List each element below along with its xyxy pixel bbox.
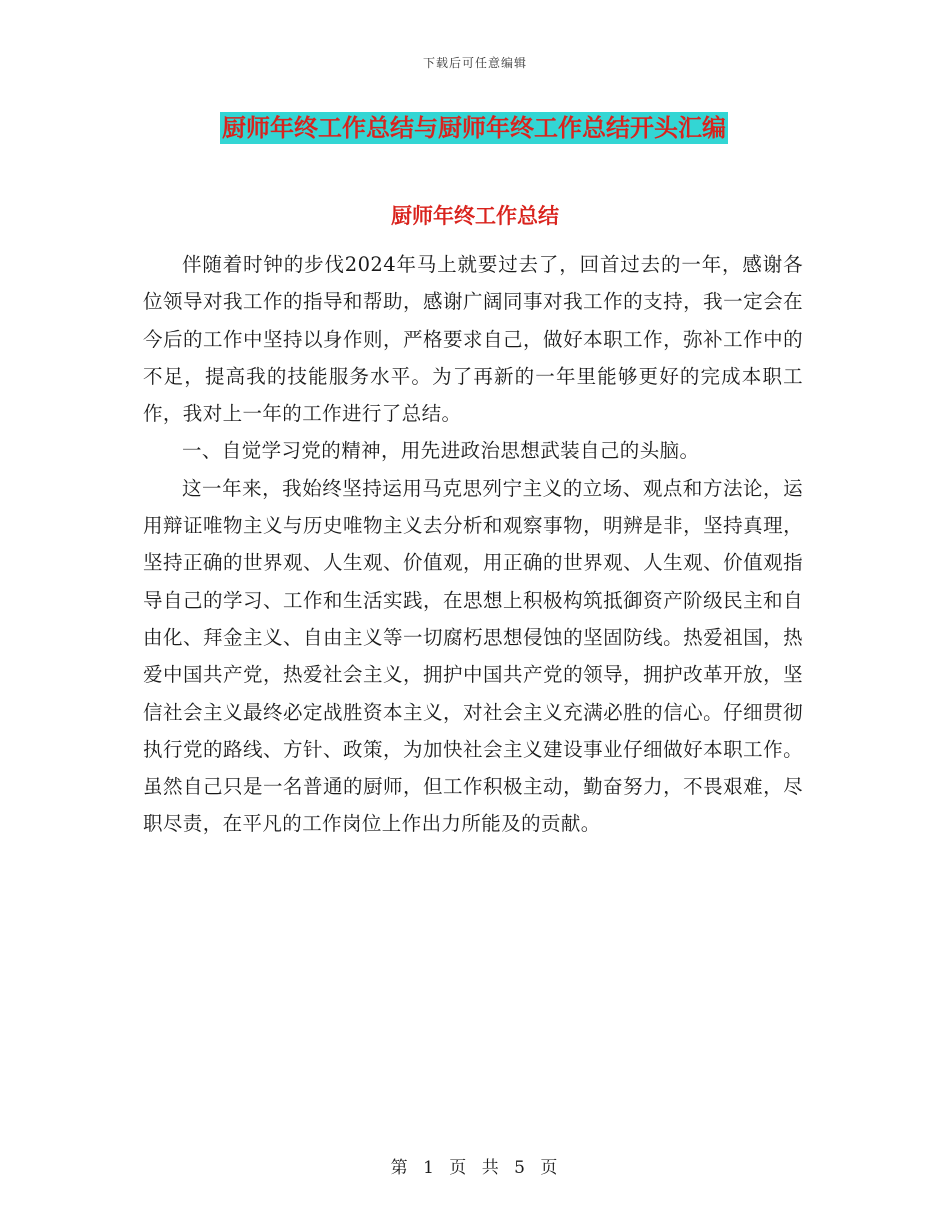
page-footer: 第 1 页 共 5 页 <box>390 1158 560 1178</box>
document-body <box>143 246 803 843</box>
header-note: 下载后可任意编辑 <box>422 56 527 70</box>
body-paragraph: 一、自觉学习党的精神，用先进政治思想武装自己的头脑。 <box>182 439 700 463</box>
body-paragraph: 这一年来，我始终坚持运用马克思列宁主义的立场、观点和方法论，运用辩证唯物主义与历史唯物主义去分析和观察事物，明辨是非，坚持真理，坚持正确的世界观、人生观、价值观，用正确的世界观、人生观、价值观指导自己的学习、工作和生活实践，在思想上积极构筑抵御资产阶级民主和自由化、拜金主义、自由主义等一切腐朽思想侵蚀的坚固防线。热爱祖国，热爱中国共产党，热爱社会主义，拥护中国共产党的领导，拥护改革开放，坚信社会主义最终必定战胜资本主义，对社会主义充满必胜的信心。仔细贯彻执行党的路线、方针、政策，为加快社会主义建设事业仔细做好本职工作。虽然自己只是一名普通的厨师，但工作积极主动，勤奋努力，不畏艰难，尽职尽责，在平凡的工作岗位上作出力所能及的贡献。 <box>143 476 803 836</box>
body-paragraph: 伴随着时钟的步伐2024年马上就要过去了，回首过去的一年，感谢各位领导对我工作的指导和帮助，感谢广阔同事对我工作的支持，我一定会在今后的工作中坚持以身作则，严格要求自己，做好本职工作，弥补工作中的不足，提高我的技能服务水平。为了再新的一年里能够更好的完成本职工作，我对上一年的工作进行了总结。 <box>143 253 803 426</box>
document-title: 厨师年终工作总结与厨师年终工作总结开头汇编 <box>222 114 726 142</box>
section-title: 厨师年终工作总结 <box>391 204 559 228</box>
